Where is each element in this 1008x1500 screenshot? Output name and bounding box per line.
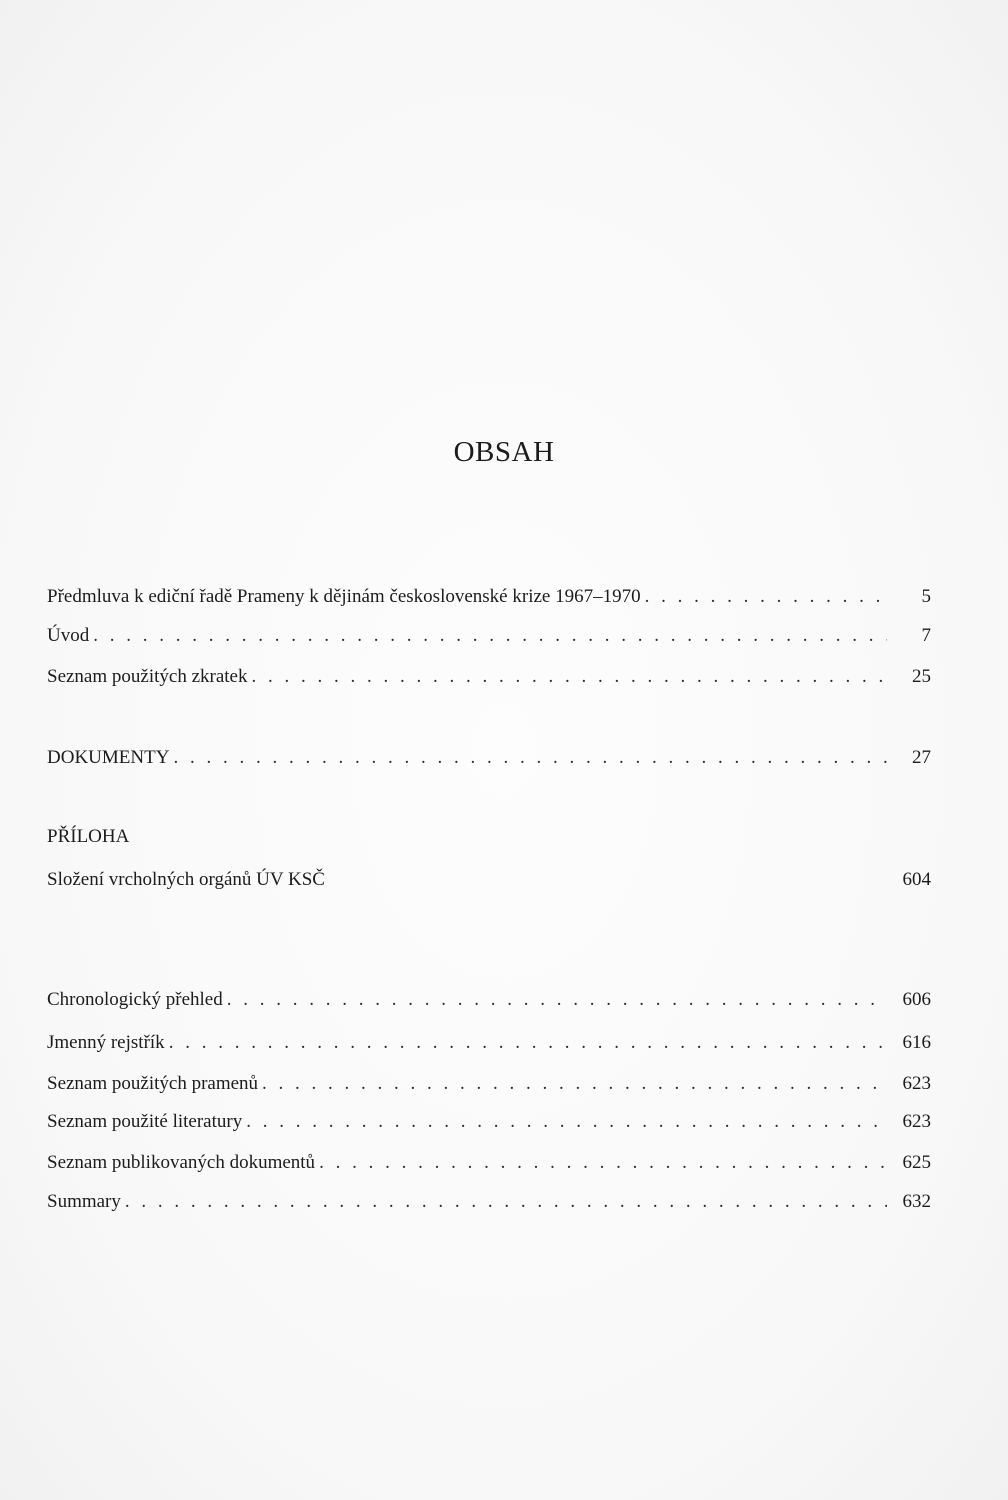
toc-entry-label: Složení vrcholných orgánů ÚV KSČ bbox=[47, 869, 325, 890]
toc-entry-label: Seznam použitých pramenů bbox=[47, 1073, 259, 1094]
toc-entry-label: Summary bbox=[47, 1191, 121, 1212]
toc-entry-label: Předmluva k ediční řadě Prameny k dějinám československé krize 1967–1970 bbox=[47, 586, 641, 607]
toc-entry-introduction bbox=[47, 623, 931, 649]
toc-entry-label: Seznam použité literatury bbox=[47, 1111, 243, 1132]
toc-entry-label: Seznam publikovaných dokumentů bbox=[47, 1152, 316, 1173]
toc-entry-published-documents bbox=[47, 1150, 931, 1176]
toc-entry-literature bbox=[47, 1109, 931, 1135]
toc-entry-page: 632 bbox=[902, 1191, 931, 1212]
toc-entry-documents bbox=[47, 745, 931, 771]
toc-dot-leader bbox=[93, 623, 887, 649]
toc-entry-label: Chronologický přehled bbox=[47, 989, 223, 1010]
page-title: OBSAH bbox=[453, 436, 555, 468]
toc-dot-leader bbox=[251, 664, 887, 690]
appendix-heading: PŘÍLOHA bbox=[47, 826, 130, 847]
toc-entry-page: 623 bbox=[902, 1111, 931, 1132]
toc-dot-leader bbox=[169, 1030, 887, 1056]
toc-entry-abbreviations bbox=[47, 664, 931, 690]
toc-entry-label: DOKUMENTY bbox=[47, 747, 170, 768]
toc-entry-label: Jmenný rejstřík bbox=[47, 1032, 165, 1053]
toc-entry-name-index bbox=[47, 1030, 931, 1056]
toc-entry-label: Seznam použitých zkratek bbox=[47, 666, 248, 687]
toc-entry-page: 625 bbox=[902, 1152, 931, 1173]
toc-dot-leader bbox=[645, 584, 887, 610]
toc-dot-leader bbox=[227, 987, 887, 1013]
toc-entry-page: 27 bbox=[912, 747, 931, 768]
toc-dot-leader bbox=[173, 745, 887, 771]
toc-entry-page: 623 bbox=[902, 1073, 931, 1094]
toc-entry-page: 606 bbox=[902, 989, 931, 1010]
toc-dot-leader bbox=[125, 1189, 887, 1215]
toc-entry-preface bbox=[47, 584, 931, 610]
toc-entry-ksc-organs bbox=[47, 867, 931, 893]
toc-entry-summary bbox=[47, 1189, 931, 1215]
toc-dot-leader bbox=[319, 1150, 887, 1176]
toc-entry-chronology bbox=[47, 987, 931, 1013]
toc-entry-sources bbox=[47, 1071, 931, 1097]
toc-dot-leader bbox=[246, 1109, 887, 1135]
toc-entry-page: 604 bbox=[902, 869, 931, 890]
toc-dot-leader bbox=[262, 1071, 887, 1097]
toc-entry-label: Úvod bbox=[47, 625, 90, 646]
toc-entry-page: 5 bbox=[921, 586, 931, 607]
toc-entry-page: 7 bbox=[921, 625, 931, 646]
toc-entry-page: 25 bbox=[912, 666, 931, 687]
toc-entry-page: 616 bbox=[902, 1032, 931, 1053]
